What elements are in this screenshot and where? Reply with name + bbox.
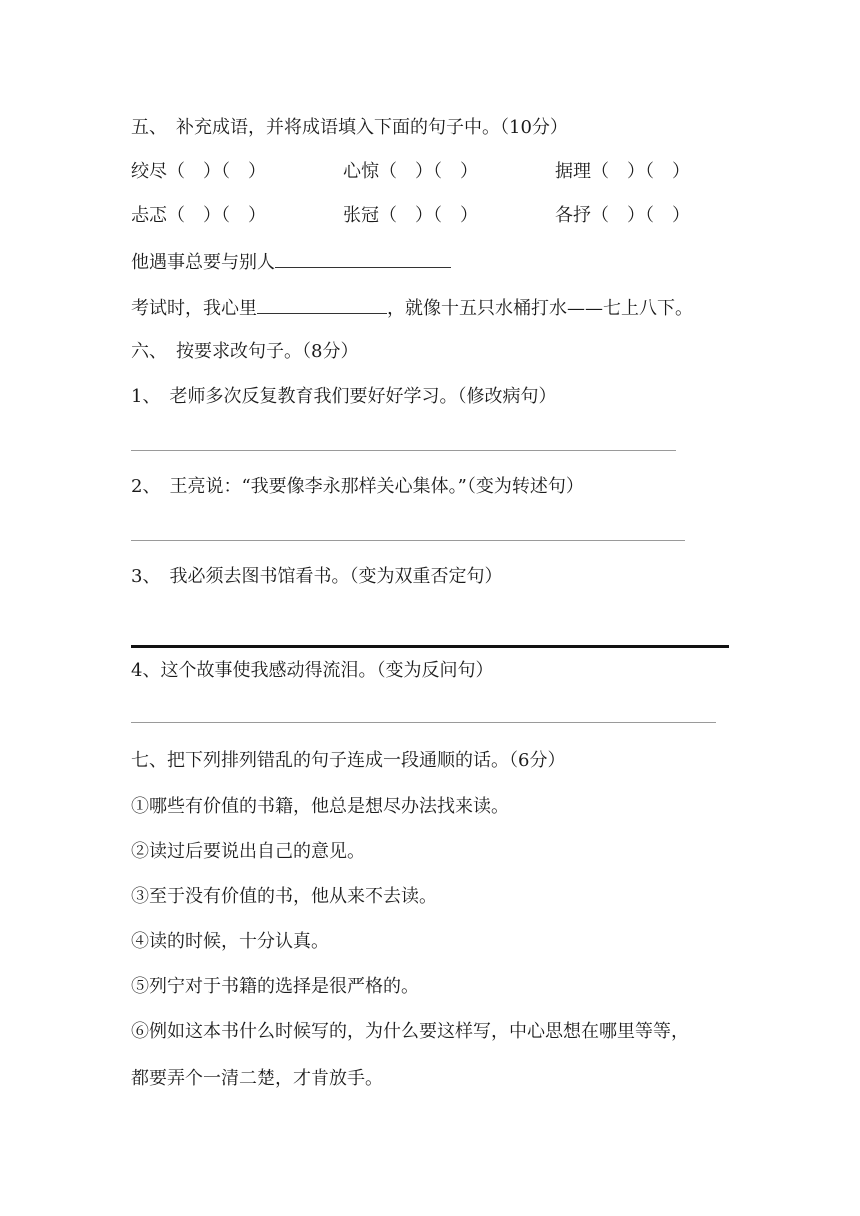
section-6-heading: 六、 按要求改句子。（8分） — [131, 341, 359, 362]
section-7-heading: 七、把下列排列错乱的句子连成一段通顺的话。（6分） — [131, 750, 566, 771]
answer-line-1 — [131, 450, 676, 451]
sentence-5: ⑤列宁对于书籍的选择是很严格的。 — [131, 976, 419, 997]
sentence-3: ③至于没有价值的书，他从来不去读。 — [131, 886, 437, 907]
sentence-6: ⑥例如这本书什么时候写的，为什么要这样写，中心思想在哪里等等， — [131, 1021, 689, 1042]
fill-sentence-1-text: 他遇事总要与别人 — [131, 252, 275, 273]
idiom-blank: 张冠（ ）（ ） — [343, 205, 478, 226]
answer-line-3 — [131, 645, 729, 648]
answer-line-2 — [131, 540, 685, 541]
idiom-row-2 — [131, 205, 690, 227]
sentence-4: ④读的时候，十分认真。 — [131, 931, 329, 952]
idiom-blank: 绞尽（ ）（ ） — [131, 161, 266, 182]
rewrite-item-3: 3、 我必须去图书馆看书。（变为双重否定句） — [131, 566, 503, 587]
idiom-blank: 忐忑（ ）（ ） — [131, 205, 266, 226]
rewrite-item-1: 1、 老师多次反复教育我们要好好学习。（修改病句） — [131, 386, 557, 407]
rewrite-item-2: 2、 王亮说：“我要像李永那样关心集体。”（变为转述句） — [131, 476, 584, 497]
sentence-2: ②读过后要说出自己的意见。 — [131, 841, 365, 862]
sentence-6-continued: 都要弄个一清二楚，才肯放手。 — [131, 1068, 383, 1089]
fill-sentence-2-prefix: 考试时，我心里 — [131, 298, 257, 319]
idiom-blank: 心惊（ ）（ ） — [343, 161, 478, 182]
fill-sentence-2 — [131, 297, 693, 320]
idiom-blank: 据理（ ）（ ） — [555, 161, 690, 182]
idiom-row-1 — [131, 161, 690, 183]
answer-blank — [257, 297, 387, 314]
answer-blank — [275, 251, 451, 268]
section-5-heading: 五、 补充成语，并将成语填入下面的句子中。（10分） — [131, 117, 568, 138]
idiom-blank: 各抒（ ）（ ） — [555, 205, 690, 226]
answer-line-4 — [131, 722, 716, 723]
sentence-1: ①哪些有价值的书籍，他总是想尽办法找来读。 — [131, 796, 509, 817]
rewrite-item-4: 4、这个故事使我感动得流泪。（变为反问句） — [131, 660, 494, 681]
fill-sentence-1 — [131, 251, 451, 274]
fill-sentence-2-suffix: ，就像十五只水桶打水——七上八下。 — [387, 298, 693, 319]
